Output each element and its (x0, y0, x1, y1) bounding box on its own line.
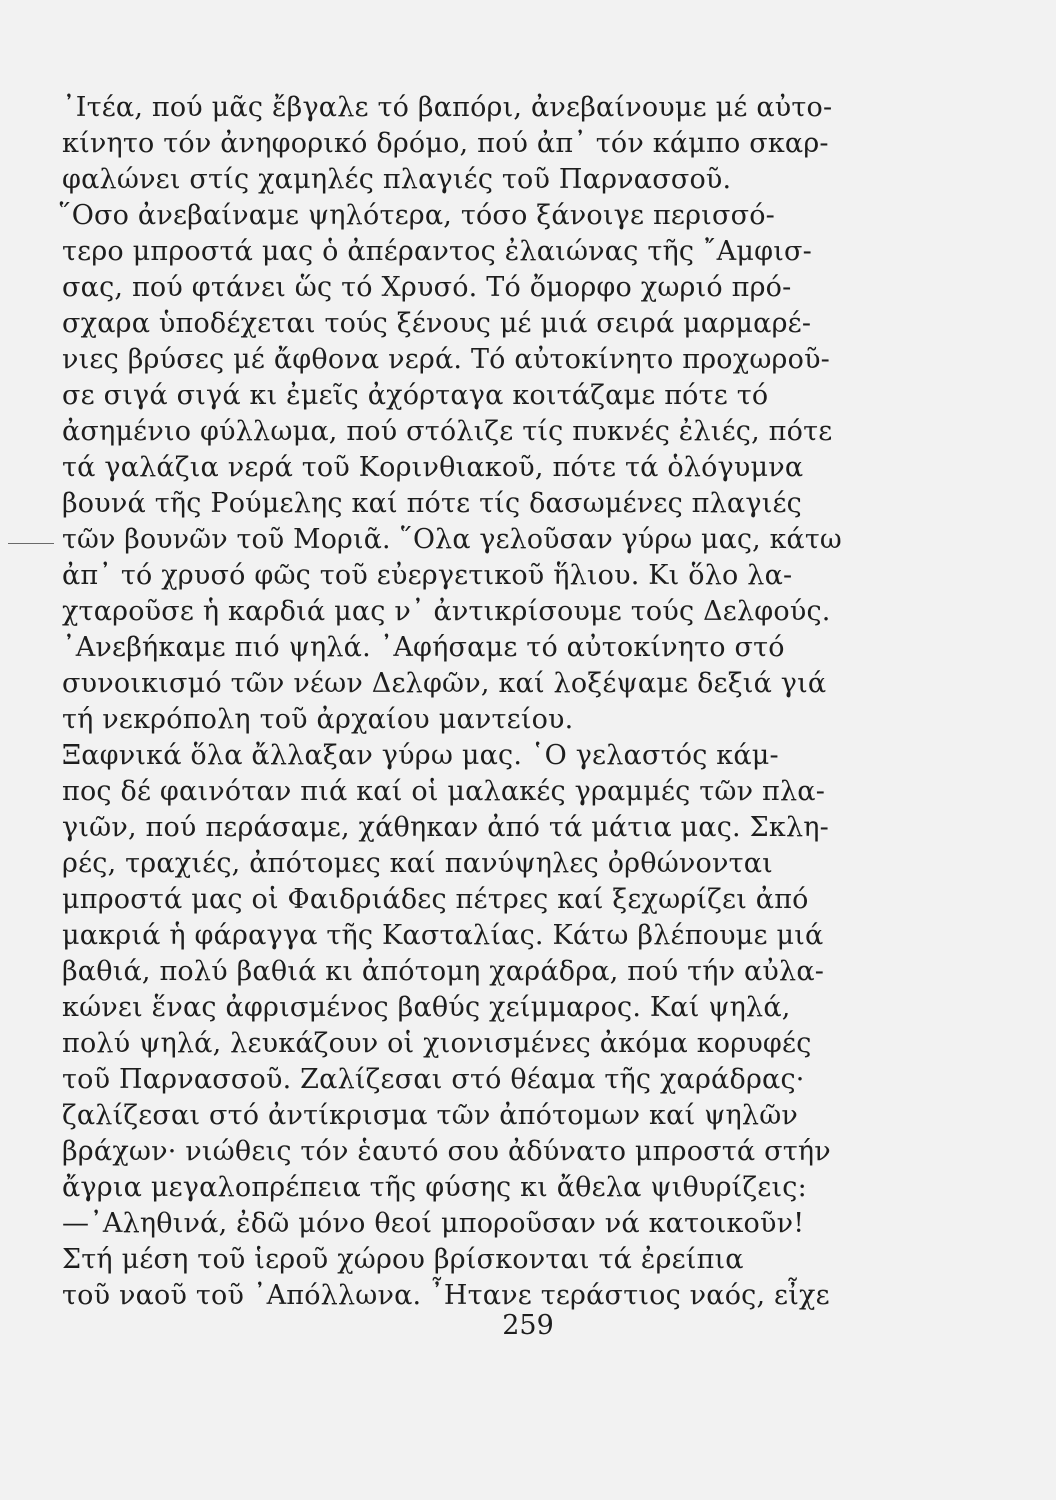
text-line: σχαρα ὑποδέχεται τούς ξένους μέ μιά σειρά μαρμαρέ- (62, 308, 812, 339)
margin-mark (8, 543, 54, 544)
text-line: φαλώνει στίς χαμηλές πλαγιές τοῦ Παρνασσοῦ. (62, 164, 732, 195)
text-line: —᾿Αληθινά, ἐδῶ μόνο θεοί μποροῦσαν νά κατοικοῦν! (62, 1208, 805, 1239)
text-line: τοῦ Παρνασσοῦ. Ζαλίζεσαι στό θέαμα τῆς χαράδρας· (62, 1064, 805, 1095)
text-line: ῞Οσο ἀνεβαίναμε ψηλότερα, τόσο ξάνοιγε περισσό- (58, 200, 776, 231)
text-line: νιες βρύσες μέ ἄφθονα νερά. Τό αὐτοκίνητο προχωροῦ- (62, 344, 831, 375)
text-line: τοῦ ναοῦ τοῦ ᾿Απόλλωνα. ῏Ητανε τεράστιος ναός, εἶχε (62, 1280, 830, 1311)
text-line: ζαλίζεσαι στό ἀντίκρισμα τῶν ἀπότομων καί ψηλῶν (62, 1100, 799, 1131)
text-line: μπροστά μας οἱ Φαιδριάδες πέτρες καί ξεχωρίζει ἀπό (62, 884, 809, 915)
text-line: Στή μέση τοῦ ἱεροῦ χώρου βρίσκονται τά ἐρείπια (62, 1244, 744, 1275)
text-line: πος δέ φαινόταν πιά καί οἱ μαλακές γραμμές τῶν πλα- (62, 776, 826, 807)
text-line: ἀσημένιο φύλλωμα, πού στόλιζε τίς πυκνές ἐλιές, πότε (62, 416, 833, 447)
text-line: τά γαλάζια νερά τοῦ Κορινθιακοῦ, πότε τά ὁλόγυμνα (62, 452, 804, 483)
text-line: ᾿Ιτέα, πού μᾶς ἔβγαλε τό βαπόρι, ἀνεβαίνουμε μέ αὐτο- (62, 92, 833, 123)
text-line: βαθιά, πολύ βαθιά κι ἀπότομη χαράδρα, πού τήν αὐλα- (62, 956, 825, 987)
text-line: χταροῦσε ἡ καρδιά μας ν᾿ ἀντικρίσουμε τούς Δελφούς. (62, 596, 831, 627)
text-line: ἀπ᾿ τό χρυσό φῶς τοῦ εὐεργετικοῦ ἥλιου. Κι ὅλο λα- (62, 560, 793, 591)
text-line: γιῶν, πού περάσαμε, χάθηκαν ἀπό τά μάτια μας. Σκλη- (62, 812, 829, 843)
text-line: τῶν βουνῶν τοῦ Μοριᾶ. ῞Ολα γελοῦσαν γύρω μας, κάτω (62, 524, 842, 555)
text-line: βράχων· νιώθεις τόν ἑαυτό σου ἀδύνατο μπροστά στήν (62, 1136, 831, 1167)
text-line: κώνει ἕνας ἀφρισμένος βαθύς χείμμαρος. Καί ψηλά, (62, 992, 791, 1023)
text-line: ρές, τραχιές, ἀπότομες καί πανύψηλες ὀρθώνονται (62, 848, 773, 879)
text-line: πολύ ψηλά, λευκάζουν οἱ χιονισμένες ἀκόμα κορυφές (62, 1028, 812, 1059)
text-line: τή νεκρόπολη τοῦ ἀρχαίου μαντείου. (62, 704, 574, 735)
text-line: τερο μπροστά μας ὁ ἀπέραντος ἐλαιώνας τῆς ῎Αμφισ- (62, 236, 812, 267)
text-line: συνοικισμό τῶν νέων Δελφῶν, καί λοξέψαμε δεξιά γιά (62, 668, 827, 699)
text-line: σε σιγά σιγά κι ἐμεῖς ἀχόρταγα κοιτάζαμε πότε τό (62, 380, 769, 411)
text-line: ᾿Ανεβήκαμε πιό ψηλά. ᾿Αφήσαμε τό αὐτοκίνητο στό (62, 632, 785, 663)
text-line: μακριά ἡ φάραγγα τῆς Κασταλίας. Κάτω βλέπουμε μιά (62, 920, 824, 951)
page-number: 259 (502, 1310, 554, 1341)
text-line: Ξαφνικά ὅλα ἄλλαξαν γύρω μας. ῾Ο γελαστός κάμ- (62, 740, 779, 771)
text-line: σας, πού φτάνει ὥς τό Χρυσό. Τό ὄμορφο χωριό πρό- (62, 272, 792, 303)
text-line: βουνά τῆς Ρούμελης καί πότε τίς δασωμένες πλαγιές (62, 488, 802, 519)
text-line: ἄγρια μεγαλοπρέπεια τῆς φύσης κι ἄθελα ψιθυρίζεις: (62, 1172, 807, 1203)
text-line: κίνητο τόν ἀνηφορικό δρόμο, πού ἀπ᾿ τόν κάμπο σκαρ- (62, 128, 829, 159)
